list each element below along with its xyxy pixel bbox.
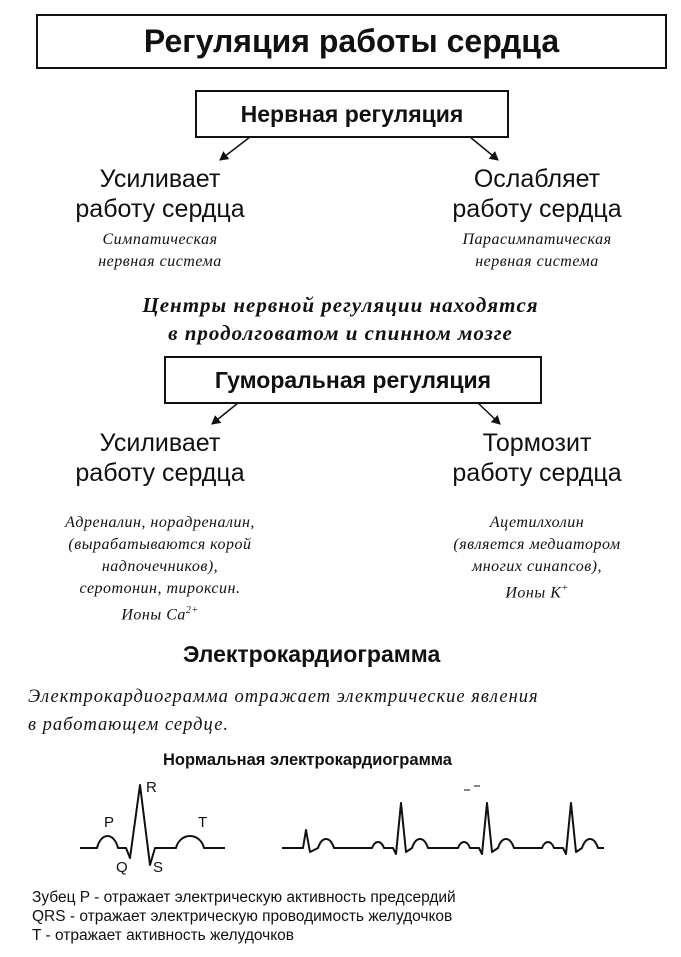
nervous-left-effect — [40, 164, 280, 224]
humoral-left-note2: (вырабатываются корой — [68, 536, 252, 553]
arrow-humoral-right — [478, 403, 500, 424]
ecg-label-q: Q — [116, 859, 128, 876]
humoral-right-note3: многих синапсов), — [471, 558, 602, 575]
humoral-left-line2: работу сердца — [75, 459, 245, 487]
humoral-right-note1: Ацетилхолин — [489, 514, 585, 531]
ecg-legend-qrs: QRS - отражает электрическую проводимость желудочков — [32, 908, 453, 925]
nervous-left-note — [40, 229, 280, 273]
page-title: Регуляция работы сердца — [143, 23, 560, 59]
humoral-regulation-box — [164, 356, 542, 404]
nervous-right-note1: Парасимпатическая — [462, 231, 612, 248]
nervous-regulation-heading: Нервная регуляция — [240, 100, 464, 127]
humoral-regulation-heading: Гуморальная регуляция — [214, 366, 492, 393]
humoral-left-note1: Адреналин, норадреналин, — [65, 514, 255, 531]
ecg-rhythm-strip — [282, 803, 604, 854]
ecg-label-p: P — [104, 814, 115, 831]
humoral-right-effect — [412, 428, 662, 488]
humoral-right-line1: Тормозит — [482, 429, 592, 457]
nervous-right-effect — [412, 164, 662, 224]
nervous-right-line1: Ослабляет — [473, 165, 601, 193]
humoral-left-note — [10, 512, 310, 626]
humoral-right-ion-prefix: Ионы K — [505, 584, 562, 602]
nervous-left-line2: работу сердца — [75, 195, 245, 223]
nervous-regulation-box — [195, 90, 509, 138]
ecg-legend-p: Зубец P - отражает электрическую активность предсердий — [32, 889, 456, 906]
humoral-right-note — [392, 512, 681, 604]
ecg-description-line2: в работающем сердце. — [28, 715, 230, 735]
arrow-humoral-left — [212, 403, 238, 424]
ecg-description — [28, 683, 539, 739]
humoral-left-note4: серотонин, тироксин. — [79, 580, 241, 597]
nervous-centers-text — [20, 291, 661, 347]
nervous-centers-line1: Центры нервной регуляции находятся — [142, 293, 539, 317]
nervous-right-note — [412, 229, 662, 273]
nervous-left-line1: Усиливает — [99, 165, 221, 193]
humoral-left-note3: надпочечников), — [101, 558, 219, 575]
humoral-right-note2: (является медиатором — [453, 536, 621, 553]
nervous-left-note2: нервная система — [98, 253, 222, 270]
ecg-legend — [32, 888, 456, 945]
ecg-label-s: S — [153, 859, 164, 876]
ecg-label-t: T — [198, 814, 208, 831]
ecg-heading: Электрокардиограмма — [183, 641, 441, 667]
arrow-nervous-right — [470, 137, 498, 160]
nervous-centers-line2: в продолговатом и спинном мозге — [168, 321, 513, 345]
nervous-right-line2: работу сердца — [452, 195, 622, 223]
ecg-description-line1: Электрокардиограмма отражает электрические явления — [28, 687, 539, 707]
ecg-label-r: R — [146, 779, 157, 796]
humoral-left-ion-prefix: Ионы Ca — [121, 606, 186, 624]
humoral-right-line2: работу сердца — [452, 459, 622, 487]
humoral-right-ion — [392, 578, 681, 604]
nervous-left-note1: Симпатическая — [102, 231, 218, 248]
humoral-left-effect — [40, 428, 280, 488]
ecg-subheading: Нормальная электрокардиограмма — [163, 751, 452, 769]
nervous-right-note2: нервная система — [475, 253, 599, 270]
humoral-left-ion — [10, 600, 310, 626]
arrow-nervous-left — [220, 137, 250, 160]
humoral-right-ion-charge: + — [561, 583, 569, 594]
ecg-legend-t: T - отражает активность желудочков — [32, 927, 295, 944]
humoral-left-ion-charge: 2+ — [185, 605, 199, 616]
humoral-left-line1: Усиливает — [99, 429, 221, 457]
